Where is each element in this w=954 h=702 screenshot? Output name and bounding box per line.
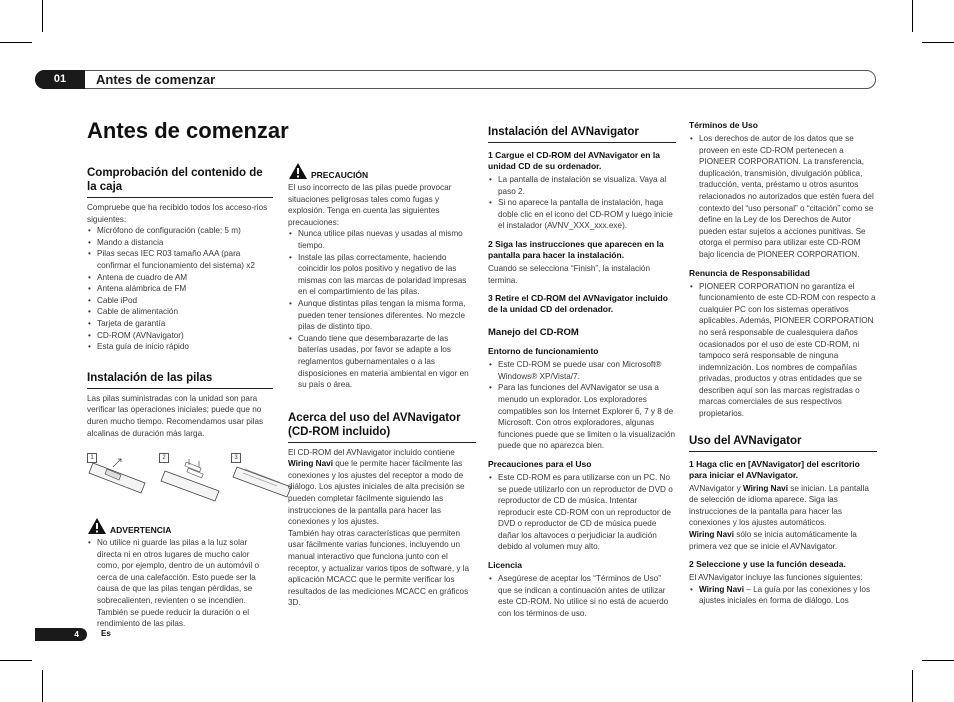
list-item: • Pilas secas IEC R03 tamaño AAA (para confirmar el funcionamiento del sistema) x2: [87, 248, 273, 271]
battery-figures: [87, 453, 273, 509]
disclaimer-list: [689, 281, 877, 420]
list-item: • CD-ROM (AVNavigator): [87, 330, 273, 342]
language-code: Es: [101, 629, 111, 638]
license-list: [488, 573, 676, 619]
list-item: • La pantalla de instalación se visualiza. Vaya al paso 2.: [488, 174, 676, 197]
crop-mark: [42, 0, 43, 32]
precautions-list: [488, 472, 676, 553]
text-run: se inician. La pantalla de selección de idioma aparece. Siga las instrucciones de la pantalla para hacer las conexiones y los ajustes automáticos.: [689, 483, 869, 528]
contents-intro: Compruebe que ha recibido todos los acceso-rios siguientes:: [87, 203, 268, 224]
install-step-1-list: [488, 174, 676, 232]
usage-paragraph-2: [689, 529, 877, 552]
install-step-1: 1 Cargue el CD-ROM del AVNavigator en la unidad CD de su ordenador.: [488, 150, 660, 171]
list-item: • PIONEER CORPORATION no garantiza el funcionamiento de este CD-ROM con respecto a cualquier PC con los sistemas operativos aplicables. Además, PIONEER CORPORATION no será responsable de cualesquiera daños ocasionados por el uso de este CD-ROM, ni tampoco será responsable de ninguna indemnización. Los nombres de compañías privadas, productos y otras entidades que se describen aquí son las marcas registradas o marcas comerciales de sus respectivos propietarios.: [689, 281, 877, 420]
list-item: • Antena alámbrica de FM: [87, 283, 273, 295]
crop-mark: [912, 0, 913, 32]
text-run: que le permite hacer fácilmente las conexiones y los ajustes del receptor a modo de diálogo. Los ajustes iniciales de alta precisión se pueden completar fácilmente siguiendo las instrucciones de la pantalla para hacer las conexiones y los ajustes.: [288, 459, 465, 527]
warning-icon: [87, 517, 107, 535]
list-item: • No utilice ni guarde las pilas a la luz solar directa ni en otros lugares de mucho calor como, por ejemplo, dentro de un automóvil o cerca de una calefacción. Esto puede ser la causa de que las pilas tengan pérdidas, se sobrecalienten, revienten o se incendien. También se puede reducir la duración o el rendimiento de las pilas.: [87, 537, 273, 630]
chapter-number: 01: [35, 70, 85, 89]
wiring-navi-term: Wiring Navi: [288, 459, 333, 469]
figure-number: 2: [159, 453, 169, 463]
page-title: Antes de comenzar: [87, 118, 289, 143]
page-number: 4: [35, 628, 87, 641]
list-item: • Micrófono de configuración (cable: 5 m): [87, 225, 273, 237]
subsection-title-cdrom: Manejo del CD-ROM: [488, 327, 579, 339]
text-run: El CD-ROM del AVNavigator incluido contiene: [288, 447, 455, 457]
section-title-installation: Instalación del AVNavigator: [488, 125, 676, 143]
text-run: – La guía por las conexiones y los ajustes iniciales en forma de diálogo. Los: [699, 584, 871, 606]
column-3: [488, 125, 676, 619]
figure-number: 1: [87, 453, 97, 463]
avnavigator-paragraph-1: [288, 447, 476, 528]
list-item: • Si no aparece la pantalla de instalación, haga doble clic en el icono del CD-ROM y luego inicie el instalador (AVNV_XXX_xxx.exe).: [488, 197, 676, 232]
usage-step-2: 2 Seleccione y use la función deseada.: [689, 559, 846, 570]
usage-paragraph-1: [689, 483, 877, 529]
caution-list: [288, 228, 476, 390]
list-item: • Este CD-ROM se puede usar con Microsoft® Windows® XP/Vista/7.: [488, 359, 676, 382]
section-title-avnavigator: Acerca del uso del AVNavigator (CD-ROM incluido): [288, 411, 476, 443]
list-item: [689, 584, 877, 607]
install-step-3: 3 Retire el CD-ROM del AVNavigator incluido de la unidad CD del ordenador.: [488, 293, 668, 315]
list-item: • Cuando tiene que desembarazarte de las baterías usadas, por favor se adapte a los reglamentos gubernamentales o a las disposiciones en materia ambiental en vigor en su país o área.: [288, 333, 476, 391]
list-item: • Tarjeta de garantía: [87, 318, 273, 330]
battery-figure-1: [87, 453, 149, 509]
crop-mark: [0, 660, 32, 661]
list-item: • Este CD-ROM es para utilizarse con un PC. No se puede utilizarlo con un reproductor de DVD o reproductor de CD de música. Intentar reproducir este CD-ROM con un reproductor de DVD o reproductor de CD de música puede dañar los altavoces o perjudiciar la audición debido al volumen muy alto.: [488, 472, 676, 553]
batteries-text: Las pilas suministradas con la unidad son para verificar las operaciones iniciales; puede que no duren mucho tiempo. Recomendamos usar pilas alcalinas de duración más larga.: [87, 393, 264, 438]
wiring-navi-term: Wiring Navi: [699, 584, 744, 594]
caution-label: PRECAUCIÓN: [311, 170, 369, 180]
install-step-2: 2 Siga las instrucciones que aparecen en la pantalla para hacer la instalación.: [488, 238, 664, 260]
list-item: • Esta guía de inicio rápido: [87, 341, 273, 353]
terms-heading: Términos de Uso: [689, 120, 758, 130]
battery-figure-3: [231, 453, 293, 509]
warning-label: ADVERTENCIA: [110, 525, 172, 536]
usage-paragraph-3: El AVNavigator incluye las funciones siguientes:: [689, 573, 863, 583]
environment-heading: Entorno de funcionamiento: [488, 346, 599, 357]
list-item: • Cable de alimentación: [87, 306, 273, 318]
crop-mark: [42, 670, 43, 702]
section-title-usage: Uso del AVNavigator: [689, 434, 877, 452]
list-item: • Aunque distintas pilas tengan la misma forma, pueden tener tensiones diferentes. No mezcle pilas de distinto tipo.: [288, 298, 476, 333]
usage-list: [689, 584, 877, 607]
text-run: sólo se inicia automáticamente la primera vez que se inicie el AVNavigator.: [689, 530, 857, 551]
wiring-navi-term: Wiring Navi: [689, 530, 734, 540]
warning-list: [87, 537, 273, 630]
column-1: [87, 166, 273, 630]
wiring-navi-term: Wiring Navi: [743, 483, 788, 493]
chapter-title: Antes de comenzar: [96, 72, 216, 87]
crop-mark: [0, 42, 32, 43]
terms-list: [689, 133, 877, 261]
column-2: [288, 162, 476, 609]
figure-number: 3: [231, 453, 241, 463]
text-run: AVNavigator y: [689, 483, 743, 493]
crop-mark: [922, 42, 954, 43]
list-item: • Cable iPod: [87, 295, 273, 307]
section-title-batteries: Instalación de las pilas: [87, 371, 273, 389]
caution-heading: [288, 162, 476, 180]
section-title-contents: Comprobación del contenido de la caja: [87, 166, 273, 198]
list-item: • Los derechos de autor de los datos que se proveen en este CD-ROM pertenecen a PIONEER CORPORATION. La transferencia, duplicación, transmisión, divulgación pública, traducción, venta, préstamo u otros asuntos relacionados no autorizados que estén fuera del contexto del “uso personal” o “citación” como se define en la Ley de los Derechos de Autor pueden estar sujetos a acciones punitivas. Se otorga el permiso para utilizar este CD-ROM bajo licencia de PIONEER CORPORATION.: [689, 133, 877, 261]
precautions-heading: Precauciones para el Uso: [488, 458, 592, 469]
warning-heading: [87, 517, 273, 535]
disclaimer-heading: Renuncia de Responsabilidad: [689, 267, 810, 278]
warning-icon: [288, 162, 308, 180]
crop-mark: [912, 670, 913, 702]
list-item: • Mando a distancia: [87, 237, 273, 249]
list-item: • Para las funciones del AVNavigator se usa a menudo un explorador. Los exploradores compatibles son los Internet Explorer 6, 7 y 8 de Microsoft. Con otros exploradores, algunas funciones puede que se limiten o la visualización puede que no aparezca bien.: [488, 382, 676, 452]
battery-figure-2: [159, 453, 221, 509]
list-item: • Antena de cuadro de AM: [87, 272, 273, 284]
avnavigator-paragraph-2: También hay otras características que permiten usar fácilmente varias funciones, incluyendo un manual interactivo que funciona junto con el receptor, y actualizar varios tipos de software, y la aplicación MCACC que le permite verificar los resultados de las mediciones MCACC en gráficos 3D.: [288, 528, 470, 608]
column-4: [689, 120, 877, 607]
list-item: • Asegúrese de aceptar los “Términos de Uso” que se indican a continuación antes de utilizar este CD-ROM. No utilice si no está de acuerdo con los términos de uso.: [488, 573, 676, 619]
contents-list: [87, 225, 273, 353]
install-step-2-text: Cuando se selecciona “Finish”, la instalación termina.: [488, 263, 651, 285]
crop-mark: [922, 660, 954, 661]
caution-intro: El uso incorrecto de las pilas puede provocar situaciones peligrosas tales como fugas y explosión. Tenga en cuenta las siguientes precauciones:: [288, 183, 452, 227]
license-heading: Licencia: [488, 560, 523, 571]
list-item: • Nunca utilice pilas nuevas y usadas al mismo tiempo.: [288, 228, 476, 251]
usage-step-1: 1 Haga clic en [AVNavigator] del escritorio para iniciar el AVNavigator.: [689, 458, 860, 480]
environment-list: [488, 359, 676, 452]
list-item: • Instale las pilas correctamente, haciendo coincidir los polos positivo y negativo de las mismas con las marcas de polaridad impresas en el compartimiento de las pilas.: [288, 252, 476, 298]
